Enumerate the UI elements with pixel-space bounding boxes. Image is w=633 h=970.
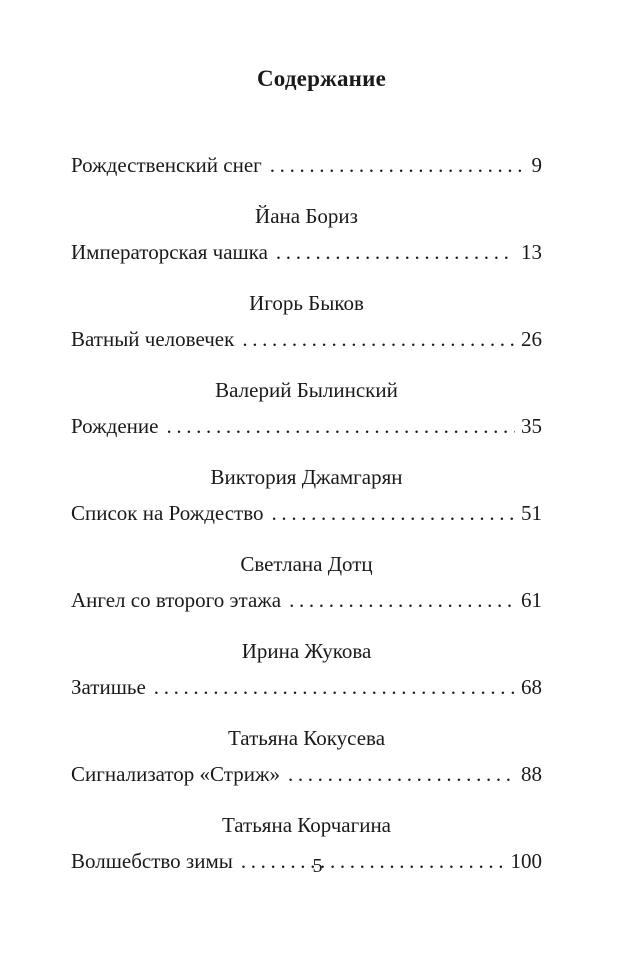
toc-entry (71, 150, 542, 180)
story-title: Рождественский снег (71, 153, 262, 177)
story-title: Рождение (71, 414, 159, 438)
story-title: Сигнализатор «Стриж» (71, 762, 280, 786)
story-page-number: 35 (521, 414, 542, 438)
story-title: Затишье (71, 675, 146, 699)
toc-entry (71, 289, 542, 354)
dot-leader (272, 498, 515, 528)
toc-line (71, 150, 542, 180)
toc-line (71, 759, 542, 789)
page-title: Содержание (257, 66, 386, 91)
toc-entry (71, 550, 542, 615)
author-name: Виктория Джамгарян (210, 465, 403, 489)
dot-leader (288, 759, 515, 789)
dot-leader (242, 324, 515, 354)
story-page-number: 13 (521, 240, 542, 264)
author-name: Игорь Быков (249, 291, 364, 315)
page-number: 5 (312, 855, 323, 877)
story-title: Список на Рождество (71, 501, 264, 525)
author-name: Светлана Дотц (240, 552, 373, 576)
story-title: Волшебство зимы (71, 849, 233, 873)
toc-line (71, 237, 542, 267)
toc-entry (71, 202, 542, 267)
dot-leader (289, 585, 515, 615)
table-of-contents (71, 150, 542, 876)
toc-line (71, 585, 542, 615)
story-page-number: 61 (521, 588, 542, 612)
story-page-number: 68 (521, 675, 542, 699)
story-title: Ангел со второго этажа (71, 588, 282, 612)
dot-leader (270, 150, 526, 180)
story-title: Ватный человечек (71, 327, 235, 351)
toc-line (71, 498, 542, 528)
toc-line (71, 411, 542, 441)
dot-leader (154, 672, 515, 702)
story-page-number: 26 (521, 327, 542, 351)
author-name: Валерий Былинский (215, 378, 398, 402)
story-page-number: 9 (531, 153, 542, 177)
story-page-number: 88 (521, 762, 542, 786)
author-name: Йана Бориз (255, 204, 358, 228)
toc-entry (71, 637, 542, 702)
toc-entry (71, 463, 542, 528)
author-name: Татьяна Корчагина (221, 813, 392, 837)
dot-leader (276, 237, 515, 267)
author-name: Татьяна Кокусева (227, 726, 386, 750)
toc-line (71, 324, 542, 354)
story-title: Императорская чашка (71, 240, 268, 264)
toc-entry (71, 724, 542, 789)
author-name: Ирина Жукова (241, 639, 372, 663)
story-page-number: 51 (521, 501, 542, 525)
toc-entry (71, 376, 542, 441)
toc-line (71, 672, 542, 702)
story-page-number: 100 (510, 849, 542, 873)
dot-leader (166, 411, 515, 441)
